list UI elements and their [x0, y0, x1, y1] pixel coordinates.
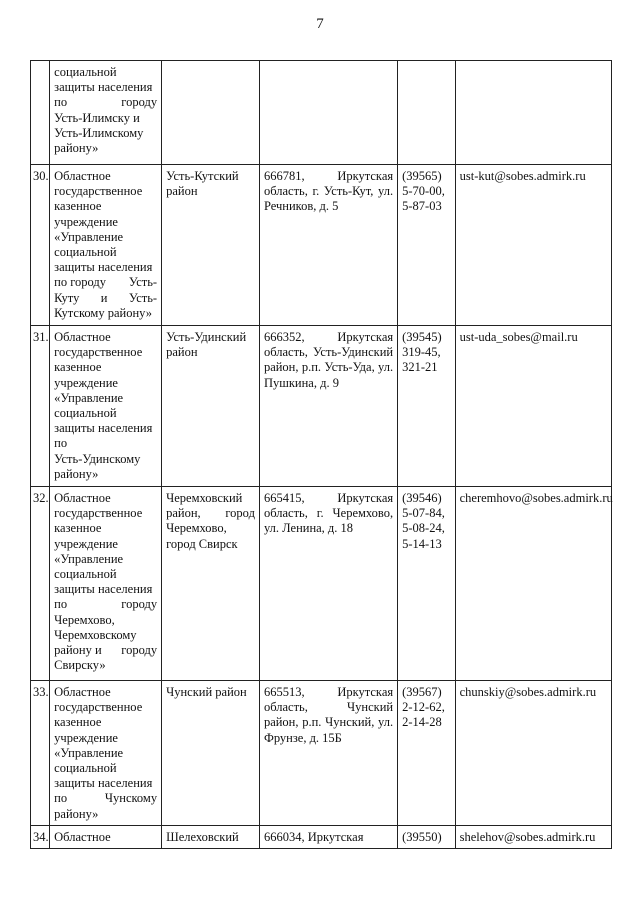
- row-number: [31, 61, 50, 165]
- institution-name-line: государственное: [54, 700, 143, 715]
- institutions-table: [30, 60, 612, 849]
- email-address: cheremhovo@sobes.admirk.ru: [459, 491, 613, 505]
- table-row: [31, 826, 612, 849]
- institution-name-line: Областное: [54, 491, 111, 505]
- institution-name-line: государственное: [54, 184, 143, 199]
- institution-name-line: Усть-Илимску и: [54, 110, 140, 125]
- postal-address: 666781, Иркутская область, г. Усть-Кут, ул. Речников, д. 5: [259, 165, 397, 326]
- institution-name-line: по городу: [54, 597, 158, 612]
- institution-name: [50, 326, 162, 487]
- institution-name-line: району и городу: [54, 643, 158, 658]
- service-area: Чунский район: [162, 681, 260, 826]
- phone-line: 5-14-13: [402, 536, 442, 551]
- service-area: Шелеховский: [162, 826, 260, 849]
- institution-name-line: казенное: [54, 360, 102, 375]
- institution-name: [50, 165, 162, 326]
- institution-name-line: Областное: [54, 169, 111, 183]
- institution-name: [50, 61, 162, 165]
- institution-name-line: Черемхово,: [54, 612, 115, 627]
- institutions-table-body: [31, 61, 612, 849]
- institution-name-line: социальной: [54, 65, 117, 79]
- institution-name-line: Областное: [54, 830, 111, 844]
- institution-name-line: району»: [54, 141, 99, 156]
- institution-name-line: району»: [54, 466, 99, 481]
- row-number: 33.: [31, 681, 50, 826]
- institution-name-line: казенное: [54, 715, 102, 730]
- page-number: 7: [316, 16, 324, 32]
- institution-name-line: Кутскому району»: [54, 305, 152, 320]
- service-area: [162, 61, 260, 165]
- institution-name-line: защиты населения: [54, 421, 153, 436]
- email-address: shelehov@sobes.admirk.ru: [459, 830, 596, 844]
- postal-address: 665513, Иркутская область, Чунский район, р.п. Чунский, ул. Фрунзе, д. 15Б: [259, 681, 397, 826]
- phone-line: 5-87-03: [402, 199, 442, 214]
- institution-name-line: району»: [54, 806, 99, 821]
- postal-address: 665415, Иркутская область, г. Черемхово, ул. Ленина, д. 18: [259, 487, 397, 681]
- phone-line: (39565): [402, 169, 442, 183]
- institution-name-line: по городу: [54, 95, 158, 110]
- institution-name: [50, 487, 162, 681]
- row-number: 32.: [31, 487, 50, 681]
- institution-name-line: казенное: [54, 521, 102, 536]
- table-row: [31, 487, 612, 681]
- institution-name-line: казенное: [54, 199, 102, 214]
- phone-numbers: [398, 61, 455, 165]
- institution-name-line: социальной: [54, 567, 117, 582]
- service-area: Усть-Кутский район: [162, 165, 260, 326]
- table-row: [31, 61, 612, 165]
- phone-line: 5-70-00,: [402, 184, 445, 199]
- institution-name-line: защиты населения: [54, 776, 153, 791]
- phone-numbers: [398, 326, 455, 487]
- institution-name-line: защиты населения: [54, 582, 153, 597]
- email-cell: [455, 487, 611, 681]
- phone-line: (39567): [402, 685, 442, 699]
- phone-numbers: [398, 487, 455, 681]
- institution-name-line: по: [54, 436, 68, 451]
- institution-name-line: Черемховскому: [54, 627, 137, 642]
- institution-name: [50, 681, 162, 826]
- institution-name-line: защиты населения: [54, 80, 153, 95]
- email-cell: [455, 326, 611, 487]
- institution-name-line: «Управление: [54, 390, 124, 405]
- table-row: [31, 326, 612, 487]
- institution-name-line: учреждение: [54, 536, 118, 551]
- institution-name-line: защиты населения: [54, 260, 153, 275]
- institution-name-line: по городу Усть-: [54, 275, 158, 290]
- service-area: Черемховский район, город Черемхово, город Свирск: [162, 487, 260, 681]
- institution-name-line: «Управление: [54, 745, 124, 760]
- phone-line: 2-14-28: [402, 715, 442, 730]
- phone-line: 2-12-62,: [402, 700, 445, 715]
- postal-address: [259, 61, 397, 165]
- institution-name-line: учреждение: [54, 375, 118, 390]
- row-number: 31.: [31, 326, 50, 487]
- institution-name-line: Усть-Удинскому: [54, 451, 141, 466]
- institution-name-line: Куту и Усть-: [54, 290, 158, 305]
- phone-numbers: [398, 681, 455, 826]
- institution-name-line: социальной: [54, 761, 117, 776]
- institution-name-line: Усть-Илимскому: [54, 125, 144, 140]
- institution-name-line: социальной: [54, 245, 117, 260]
- institution-name-line: Областное: [54, 330, 111, 344]
- institution-name-line: «Управление: [54, 551, 124, 566]
- institution-name-line: Областное: [54, 685, 111, 699]
- institution-name-line: по Чунскому: [54, 791, 158, 806]
- email-cell: [455, 165, 611, 326]
- phone-line: (39550): [402, 830, 442, 844]
- email-address: chunskiy@sobes.admirk.ru: [459, 685, 597, 699]
- row-number: 34.: [31, 826, 50, 849]
- phone-line: (39546): [402, 491, 442, 505]
- email-cell: [455, 61, 611, 165]
- table-row: [31, 165, 612, 326]
- postal-address: 666034, Иркутская: [259, 826, 397, 849]
- phone-line: 5-08-24,: [402, 521, 445, 536]
- institution-name-line: «Управление: [54, 229, 124, 244]
- service-area: Усть-Удинский район: [162, 326, 260, 487]
- phone-line: 319-45,: [402, 345, 441, 360]
- institution-name-line: социальной: [54, 406, 117, 421]
- email-address: ust-uda_sobes@mail.ru: [459, 330, 578, 344]
- row-number: 30.: [31, 165, 50, 326]
- email-cell: [455, 681, 611, 826]
- institution-name-line: Свирску»: [54, 658, 106, 673]
- phone-numbers: [398, 165, 455, 326]
- email-address: ust-kut@sobes.admirk.ru: [459, 169, 586, 183]
- phone-line: 5-07-84,: [402, 506, 445, 521]
- institution-name-line: учреждение: [54, 214, 118, 229]
- phone-line: 321-21: [402, 360, 438, 375]
- postal-address: 666352, Иркутская область, Усть-Удинский район, р.п. Усть-Уда, ул. Пушкина, д. 9: [259, 326, 397, 487]
- institution-name-line: учреждение: [54, 730, 118, 745]
- institution-name-line: государственное: [54, 506, 143, 521]
- table-row: [31, 681, 612, 826]
- institution-name: [50, 826, 162, 849]
- email-cell: [455, 826, 611, 849]
- institution-name-line: государственное: [54, 345, 143, 360]
- phone-numbers: [398, 826, 455, 849]
- phone-line: (39545): [402, 330, 442, 344]
